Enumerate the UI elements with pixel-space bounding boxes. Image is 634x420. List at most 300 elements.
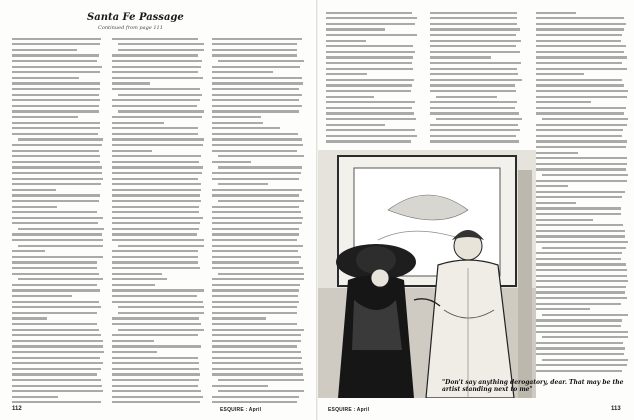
- text-line-ink: [430, 84, 515, 86]
- text-line-ink: [12, 239, 103, 241]
- text-line-ink: [12, 116, 78, 118]
- text-line-ink: [326, 107, 412, 109]
- text-line-ink: [536, 34, 622, 36]
- text-line-ink: [536, 258, 621, 260]
- text-line-ink: [326, 135, 417, 137]
- text-line-ink: [536, 28, 624, 30]
- text-line-ink: [12, 256, 103, 258]
- text-line-ink: [112, 122, 164, 124]
- text-line-ink: [430, 68, 517, 70]
- text-line-ink: [536, 275, 627, 277]
- text-line-ink: [212, 306, 297, 308]
- text-line-ink: [542, 336, 628, 338]
- text-line-ink: [218, 379, 304, 381]
- text-line-ink: [12, 105, 99, 107]
- text-line-ink: [12, 334, 101, 336]
- text-line-ink: [430, 129, 520, 131]
- text-line-ink: [12, 66, 102, 68]
- text-line-ink: [12, 88, 100, 90]
- text-line: [536, 368, 628, 374]
- text-line-ink: [12, 312, 97, 314]
- text-line-ink: [536, 364, 627, 366]
- text-line-ink: [212, 250, 298, 252]
- text-line-ink: [112, 150, 152, 152]
- text-line-ink: [536, 180, 627, 182]
- text-line-ink: [212, 99, 299, 101]
- text-line-ink: [212, 172, 301, 174]
- text-line-ink: [12, 77, 79, 79]
- text-line-ink: [12, 166, 102, 168]
- text-line-ink: [118, 312, 204, 314]
- text-line-ink: [112, 228, 199, 230]
- text-line-ink: [536, 146, 626, 148]
- text-line-ink: [18, 138, 103, 140]
- text-line-ink: [112, 144, 203, 146]
- text-line-ink: [326, 17, 417, 19]
- text-line-ink: [326, 129, 415, 131]
- text-line-ink: [212, 43, 297, 45]
- text-line-ink: [212, 116, 261, 118]
- text-line-ink: [430, 28, 520, 30]
- text-line-ink: [536, 325, 621, 327]
- text-line-ink: [536, 303, 621, 305]
- text-line-ink: [536, 252, 622, 254]
- text-line-ink: [118, 306, 204, 308]
- text-line-ink: [212, 194, 299, 196]
- text-line-ink: [12, 150, 99, 152]
- text-line-ink: [12, 155, 100, 157]
- text-line-ink: [212, 144, 303, 146]
- text-column-4: [326, 10, 418, 148]
- text-line-ink: [212, 345, 297, 347]
- text-line-ink: [536, 280, 628, 282]
- text-line-ink: [212, 301, 299, 303]
- text-line-ink: [18, 228, 104, 230]
- text-line-ink: [112, 273, 162, 275]
- text-line-ink: [112, 77, 203, 79]
- illustration-caption: "Don't say anything derogatory, dear. That may be the artist standing next to me": [442, 379, 624, 394]
- text-line-ink: [112, 345, 201, 347]
- text-line-ink: [112, 166, 203, 168]
- text-line-ink: [12, 161, 100, 163]
- text-line-ink: [212, 54, 297, 56]
- text-line-ink: [536, 319, 622, 321]
- text-line-ink: [326, 118, 416, 120]
- text-line-ink: [430, 34, 516, 36]
- text-line-ink: [326, 79, 414, 81]
- text-line-ink: [218, 60, 304, 62]
- text-line-ink: [536, 124, 627, 126]
- text-line-ink: [326, 12, 412, 14]
- text-line-ink: [536, 207, 621, 209]
- text-line-ink: [430, 45, 516, 47]
- text-line-ink: [218, 155, 304, 157]
- text-line-ink: [112, 200, 201, 202]
- text-line-ink: [218, 183, 268, 185]
- text-line-ink: [12, 189, 56, 191]
- text-line-ink: [430, 23, 517, 25]
- right-page-number: 113: [611, 406, 621, 412]
- text-line-ink: [536, 135, 622, 137]
- text-line-ink: [212, 289, 299, 291]
- text-line-ink: [212, 49, 297, 51]
- text-line-ink: [430, 140, 519, 142]
- text-line-ink: [212, 222, 302, 224]
- text-line-ink: [212, 127, 280, 129]
- text-line-ink: [212, 122, 263, 124]
- text-line-ink: [112, 317, 199, 319]
- text-line-ink: [112, 99, 200, 101]
- text-line-ink: [212, 340, 301, 342]
- text-line-ink: [12, 362, 103, 364]
- text-line-ink: [212, 368, 303, 370]
- text-line-ink: [112, 250, 198, 252]
- text-line-ink: [218, 390, 304, 392]
- text-line-ink: [326, 45, 413, 47]
- text-line-ink: [536, 263, 626, 265]
- text-line-ink: [326, 84, 412, 86]
- text-line-ink: [326, 73, 367, 75]
- text-line-ink: [112, 278, 167, 280]
- text-line-ink: [536, 347, 625, 349]
- text-line-ink: [212, 178, 299, 180]
- text-line-ink: [536, 191, 625, 193]
- text-line-ink: [212, 82, 303, 84]
- text-line-ink: [536, 96, 627, 98]
- text-line-ink: [112, 267, 200, 269]
- text-line-ink: [212, 138, 302, 140]
- text-line-ink: [112, 82, 150, 84]
- text-line-ink: [212, 267, 303, 269]
- text-line-ink: [536, 342, 623, 344]
- text-line-ink: [212, 217, 303, 219]
- text-line-ink: [536, 163, 627, 165]
- text-line-ink: [212, 357, 302, 359]
- text-line-ink: [326, 62, 412, 64]
- text-line-ink: [12, 357, 100, 359]
- text-line-ink: [12, 379, 101, 381]
- text-line-ink: [430, 51, 520, 53]
- text-line-ink: [112, 189, 201, 191]
- text-line-ink: [536, 40, 621, 42]
- text-column-1: [12, 36, 104, 406]
- text-line-ink: [326, 51, 415, 53]
- text-line-ink: [536, 370, 622, 372]
- text-line-ink: [112, 390, 201, 392]
- text-line-ink: [12, 178, 103, 180]
- text-line-ink: [112, 138, 204, 140]
- text-line-ink: [212, 150, 297, 152]
- text-line-ink: [212, 161, 251, 163]
- text-line-ink: [326, 28, 385, 30]
- left-footer-label: ESQUIRE : April: [220, 407, 262, 413]
- text-line-ink: [536, 331, 628, 333]
- text-line-ink: [112, 133, 198, 135]
- text-line-ink: [112, 357, 198, 359]
- text-line: [112, 400, 204, 406]
- text-line-ink: [536, 12, 576, 14]
- text-line-ink: [18, 278, 104, 280]
- text-line: [12, 400, 104, 406]
- text-column-2: [112, 36, 204, 406]
- text-line-ink: [430, 62, 521, 64]
- text-line-ink: [536, 297, 627, 299]
- text-line-ink: [212, 233, 299, 235]
- text-line-ink: [536, 286, 626, 288]
- text-line-ink: [536, 23, 626, 25]
- text-line-ink: [212, 211, 301, 213]
- text-line-ink: [112, 172, 202, 174]
- text-line-ink: [112, 105, 197, 107]
- text-line-ink: [112, 211, 199, 213]
- text-line-ink: [536, 168, 626, 170]
- text-line-ink: [212, 228, 299, 230]
- text-line-ink: [12, 317, 47, 319]
- text-line-ink: [212, 261, 299, 263]
- text-line-ink: [112, 396, 203, 398]
- text-line-ink: [12, 71, 100, 73]
- text-line-ink: [542, 247, 627, 249]
- text-line-ink: [536, 224, 623, 226]
- text-line-ink: [536, 56, 627, 58]
- text-line-ink: [326, 68, 413, 70]
- text-line-ink: [12, 385, 102, 387]
- text-line-ink: [112, 161, 199, 163]
- text-line-ink: [212, 206, 299, 208]
- illustration-drawing: [318, 150, 536, 398]
- text-line-ink: [12, 206, 57, 208]
- text-line-ink: [212, 373, 303, 375]
- text-line-ink: [112, 385, 198, 387]
- text-line-ink: [112, 301, 203, 303]
- text-line-ink: [536, 79, 622, 81]
- text-line-ink: [12, 222, 98, 224]
- text-line-ink: [112, 334, 198, 336]
- text-line-ink: [536, 84, 624, 86]
- text-line-ink: [536, 157, 627, 159]
- text-line-ink: [536, 90, 628, 92]
- text-line-ink: [112, 217, 203, 219]
- text-line-ink: [326, 34, 417, 36]
- text-line-ink: [536, 185, 568, 187]
- text-line-ink: [12, 211, 97, 213]
- text-line-ink: [12, 401, 101, 403]
- text-line-ink: [12, 183, 101, 185]
- text-line-ink: [112, 284, 155, 286]
- text-line-ink: [212, 284, 300, 286]
- text-line-ink: [536, 107, 626, 109]
- text-line-ink: [542, 314, 628, 316]
- text-line-ink: [112, 256, 198, 258]
- text-line-ink: [430, 79, 522, 81]
- text-line-ink: [12, 261, 97, 263]
- text-line-ink: [212, 77, 302, 79]
- text-line-ink: [12, 82, 100, 84]
- text-line-ink: [112, 206, 199, 208]
- text-line-ink: [536, 308, 590, 310]
- text-line-ink: [536, 140, 627, 142]
- text-line-ink: [326, 23, 415, 25]
- text-line-ink: [212, 239, 297, 241]
- text-line-ink: [112, 54, 198, 56]
- text-line-ink: [212, 362, 301, 364]
- text-line-ink: [536, 219, 593, 221]
- text-line-ink: [542, 118, 628, 120]
- text-line-ink: [218, 200, 304, 202]
- text-line-ink: [430, 17, 517, 19]
- text-line-ink: [326, 96, 374, 98]
- text-line-ink: [12, 60, 97, 62]
- text-line-ink: [12, 94, 99, 96]
- text-line-ink: [212, 351, 301, 353]
- text-line-ink: [536, 269, 627, 271]
- text-line-ink: [536, 235, 625, 237]
- text-line-ink: [536, 112, 624, 114]
- text-line-ink: [112, 88, 200, 90]
- text-line-ink: [212, 66, 300, 68]
- text-line-ink: [536, 196, 622, 198]
- text-line-ink: [118, 43, 204, 45]
- text-line-ink: [12, 54, 99, 56]
- text-line-ink: [112, 178, 198, 180]
- text-line-ink: [112, 323, 201, 325]
- text-line-ink: [12, 200, 99, 202]
- text-line-ink: [12, 390, 103, 392]
- text-line-ink: [12, 233, 102, 235]
- text-line: [326, 139, 418, 145]
- text-line-ink: [118, 245, 204, 247]
- text-line-ink: [536, 68, 627, 70]
- text-line-ink: [536, 129, 623, 131]
- text-line-ink: [430, 101, 517, 103]
- text-line-ink: [212, 323, 297, 325]
- text-line-ink: [212, 88, 299, 90]
- text-line-ink: [536, 353, 624, 355]
- text-column-6: [536, 10, 628, 378]
- text-line-ink: [112, 295, 197, 297]
- text-line-ink: [118, 49, 204, 51]
- text-line-ink: [112, 194, 200, 196]
- text-line-ink: [112, 362, 199, 364]
- text-line-ink: [218, 273, 304, 275]
- text-line-ink: [12, 38, 101, 40]
- text-line-ink: [536, 17, 624, 19]
- text-line-ink: [12, 110, 99, 112]
- text-line-ink: [112, 239, 204, 241]
- text-line-ink: [12, 99, 100, 101]
- text-line-ink: [12, 122, 100, 124]
- text-column-5: [430, 10, 522, 148]
- text-line-ink: [12, 43, 100, 45]
- text-line-ink: [536, 230, 625, 232]
- text-line-ink: [212, 329, 304, 331]
- text-line-ink: [542, 174, 628, 176]
- text-line-ink: [112, 71, 198, 73]
- text-line-ink: [430, 135, 516, 137]
- text-line-ink: [12, 340, 103, 342]
- text-line-ink: [12, 194, 100, 196]
- text-line-ink: [12, 127, 100, 129]
- text-line-ink: [112, 261, 198, 263]
- text-line-ink: [112, 183, 201, 185]
- text-line-ink: [212, 94, 302, 96]
- text-line-ink: [112, 222, 200, 224]
- text-line-ink: [112, 66, 201, 68]
- text-line-ink: [112, 155, 201, 157]
- text-line-ink: [536, 202, 576, 204]
- text-line-ink: [112, 351, 157, 353]
- text-line-ink: [212, 385, 268, 387]
- text-line-ink: [212, 401, 297, 403]
- text-line-ink: [326, 140, 411, 142]
- text-line-ink: [212, 295, 298, 297]
- text-line-ink: [12, 373, 97, 375]
- text-line-ink: [12, 345, 103, 347]
- text-line-ink: [326, 56, 413, 58]
- text-line-ink: [118, 329, 204, 331]
- text-line-ink: [112, 373, 200, 375]
- article-title: Santa Fe Passage: [87, 12, 184, 23]
- text-line-ink: [12, 284, 97, 286]
- text-line-ink: [430, 112, 519, 114]
- text-line-ink: [430, 40, 521, 42]
- text-line-ink: [118, 110, 204, 112]
- text-line-ink: [326, 90, 411, 92]
- text-line-ink: [12, 144, 102, 146]
- text-line-ink: [536, 291, 625, 293]
- text-line-ink: [212, 133, 298, 135]
- text-line-ink: [212, 105, 302, 107]
- text-line: [212, 400, 304, 406]
- text-line-ink: [112, 127, 198, 129]
- text-line-ink: [430, 56, 491, 58]
- text-line-ink: [12, 323, 97, 325]
- text-line-ink: [12, 289, 100, 291]
- text-line-ink: [12, 295, 72, 297]
- text-line-ink: [536, 152, 578, 154]
- left-page-number: 112: [12, 406, 22, 412]
- text-line-ink: [536, 241, 628, 243]
- text-line-ink: [212, 256, 301, 258]
- text-line-ink: [430, 107, 515, 109]
- text-line-ink: [12, 351, 104, 353]
- text-line-ink: [430, 73, 518, 75]
- text-line-ink: [112, 379, 199, 381]
- text-line-ink: [536, 73, 584, 75]
- text-line-ink: [436, 96, 497, 98]
- text-line-ink: [12, 267, 97, 269]
- text-line-ink: [12, 396, 58, 398]
- text-line-ink: [436, 118, 522, 120]
- text-line-ink: [12, 133, 98, 135]
- text-line-ink: [212, 71, 273, 73]
- text-line-ink: [112, 116, 202, 118]
- text-line-ink: [536, 101, 591, 103]
- text-line-ink: [536, 62, 622, 64]
- text-column-3: [212, 36, 304, 406]
- text-line-ink: [18, 245, 104, 247]
- text-line-ink: [326, 40, 366, 42]
- text-line-ink: [12, 49, 77, 51]
- text-line-ink: [112, 401, 200, 403]
- text-line-ink: [112, 289, 204, 291]
- text-line-ink: [112, 368, 199, 370]
- text-line-ink: [112, 233, 197, 235]
- text-line-ink: [12, 301, 99, 303]
- text-line-ink: [12, 250, 45, 252]
- text-line-ink: [430, 124, 518, 126]
- text-line-ink: [12, 306, 101, 308]
